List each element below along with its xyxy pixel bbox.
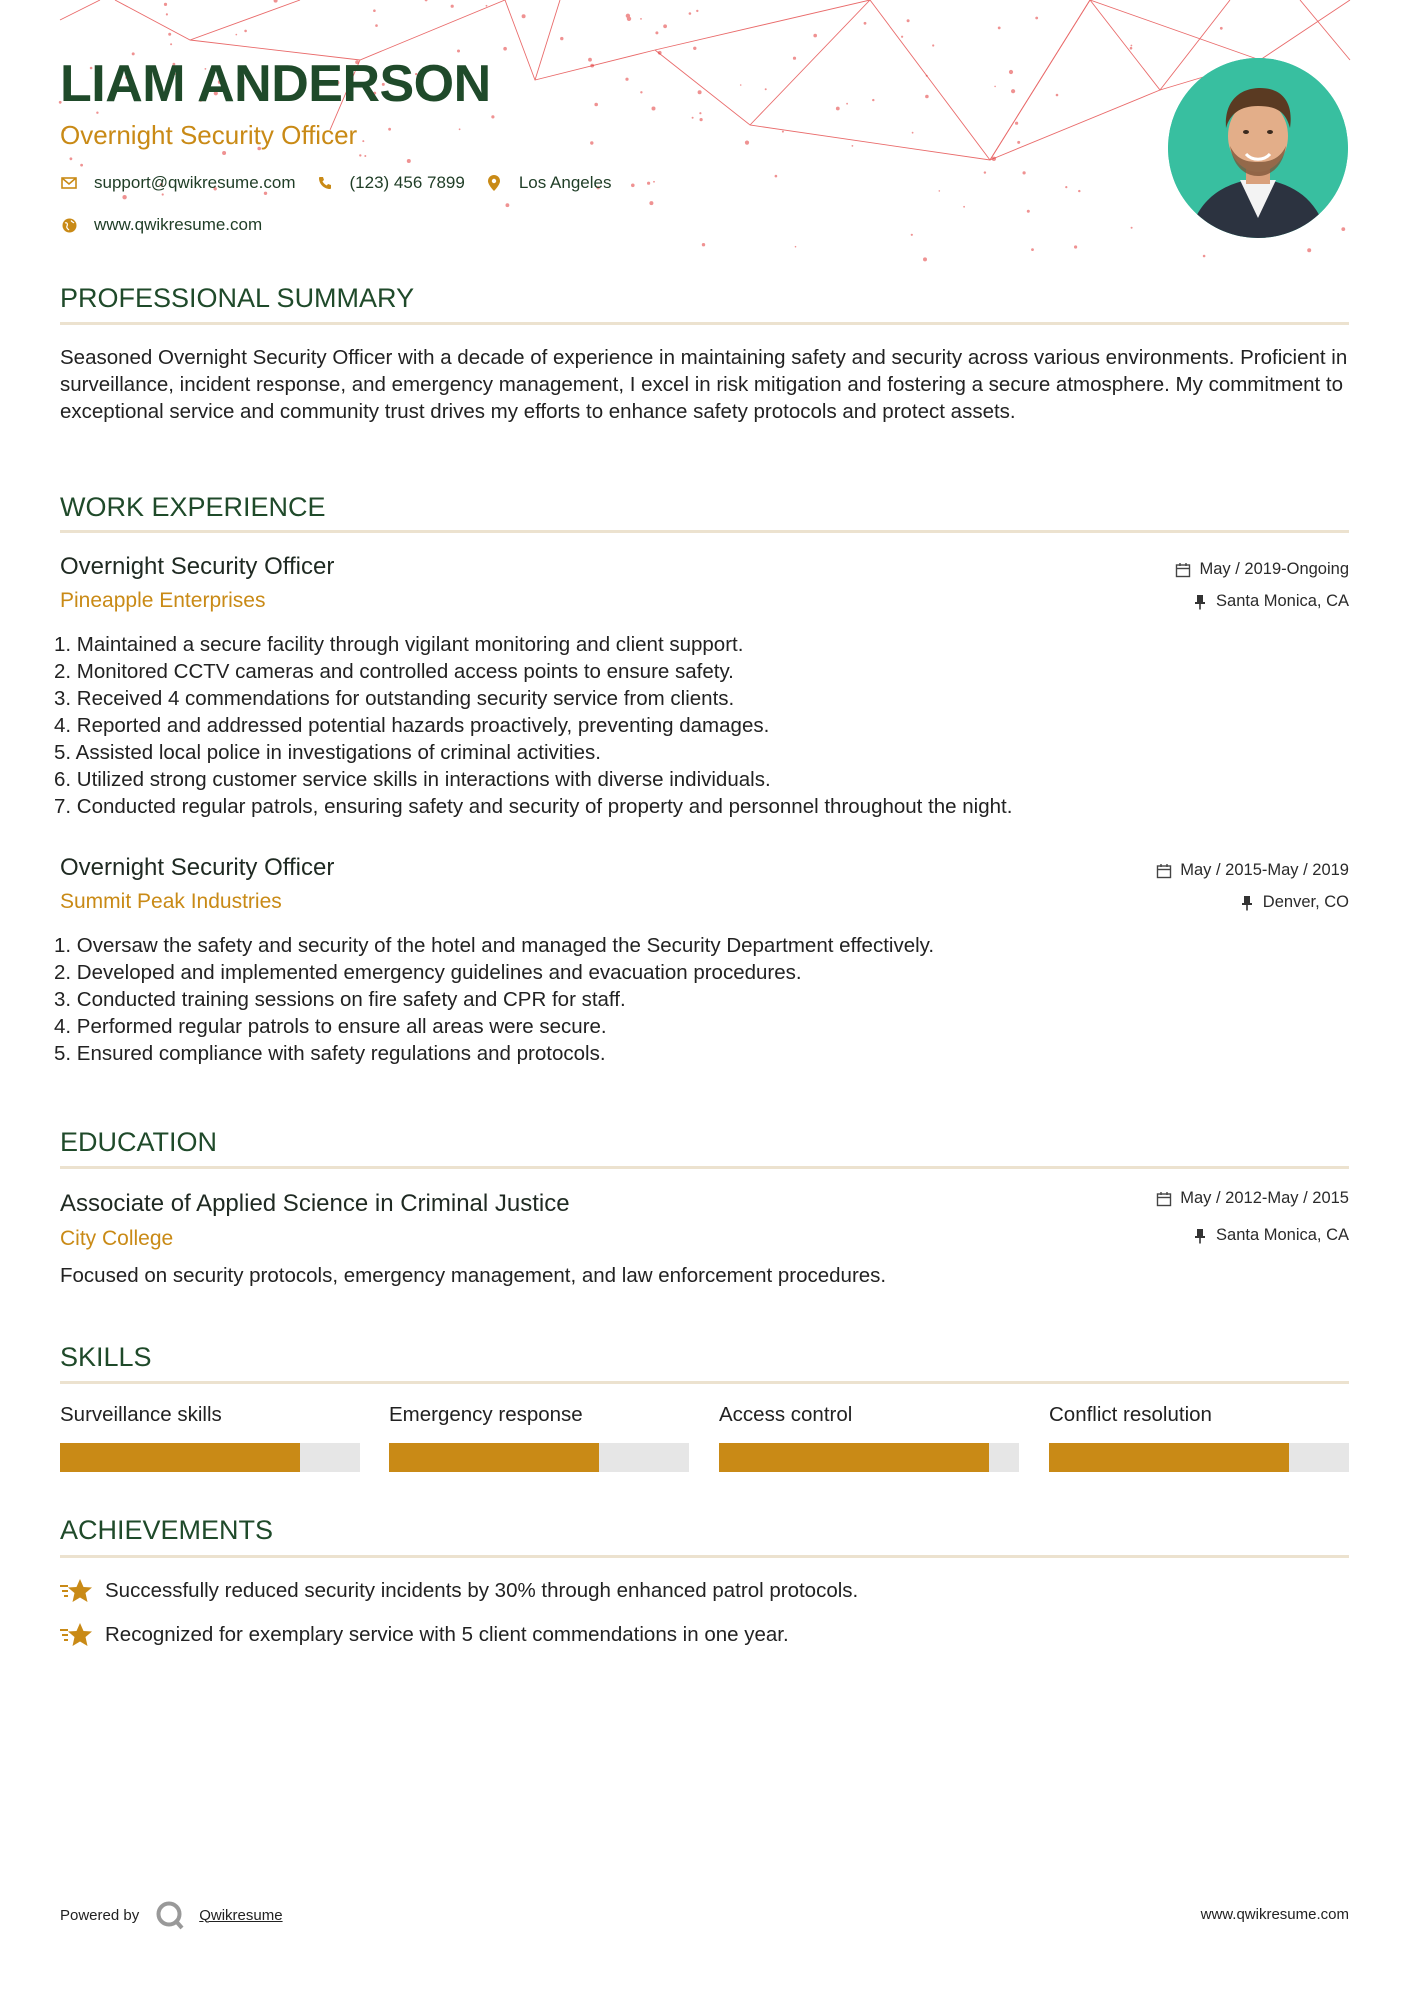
- skill-name: Conflict resolution: [1049, 1403, 1212, 1426]
- job-dates-text: May / 2019-Ongoing: [1199, 560, 1349, 578]
- candidate-name: LIAM ANDERSON: [60, 55, 491, 113]
- skills-divider: [60, 1381, 1349, 1384]
- contact-row-2: [60, 215, 282, 235]
- education-location: [1192, 1226, 1349, 1245]
- skill-bar-fill: [60, 1443, 300, 1472]
- skill-item: [60, 1403, 360, 1472]
- list-item: 2. Developed and implemented emergency guidelines and evacuation procedures.: [54, 961, 802, 984]
- list-item: 1. Oversaw the safety and security of the hotel and managed the Security Department effectively.: [54, 934, 935, 957]
- star-achievement-icon: [60, 1577, 92, 1605]
- achievements-heading: ACHIEVEMENTS: [60, 1515, 274, 1545]
- education-dates: [1156, 1189, 1349, 1208]
- skill-bar: [1049, 1443, 1349, 1472]
- map-pin-icon: [485, 174, 503, 192]
- phone-icon: [316, 174, 334, 192]
- job-bullets: [54, 932, 1344, 1067]
- job-location: [1239, 893, 1349, 912]
- experience-divider: [60, 530, 1349, 533]
- achievement-item: [60, 1577, 858, 1605]
- skill-bar: [389, 1443, 689, 1472]
- list-item: 2. Monitored CCTV cameras and controlled access points to ensure safety.: [54, 660, 734, 683]
- profile-photo: [1168, 58, 1348, 238]
- calendar-icon: [1156, 863, 1172, 879]
- pin-icon: [1239, 895, 1255, 911]
- job-dates: [1175, 560, 1349, 579]
- email-contact[interactable]: [60, 173, 296, 193]
- education-heading: EDUCATION: [60, 1127, 218, 1157]
- achievement-text: Recognized for exemplary service with 5 client commendations in one year.: [105, 1623, 789, 1646]
- list-item: 3. Received 4 commendations for outstanding security service from clients.: [54, 687, 735, 710]
- location-text: Los Angeles: [518, 173, 612, 192]
- job-company: Pineapple Enterprises: [60, 589, 266, 612]
- star-achievement-icon: [60, 1621, 92, 1649]
- school-name: City College: [60, 1227, 174, 1250]
- experience-heading: WORK EXPERIENCE: [60, 492, 326, 522]
- achievement-text: Successfully reduced security incidents by 30% through enhanced patrol protocols.: [105, 1579, 859, 1602]
- skills-heading: SKILLS: [60, 1342, 152, 1372]
- summary-heading: PROFESSIONAL SUMMARY: [60, 283, 415, 313]
- job-dates-text: May / 2015-May / 2019: [1180, 861, 1349, 879]
- qwikresume-link[interactable]: Qwikresume: [199, 1906, 283, 1924]
- contact-row-1: [60, 173, 631, 193]
- list-item: 6. Utilized strong customer service skills in interactions with diverse individuals.: [54, 768, 771, 791]
- list-item: 4. Reported and addressed potential hazards proactively, preventing damages.: [54, 714, 770, 737]
- job-location-text: Santa Monica, CA: [1216, 592, 1349, 610]
- skill-bar: [60, 1443, 360, 1472]
- calendar-icon: [1175, 562, 1191, 578]
- skill-item: [1049, 1403, 1349, 1472]
- phone-text: (123) 456 7899: [349, 173, 465, 192]
- education-description: Focused on security protocols, emergency management, and law enforcement procedures.: [60, 1264, 887, 1287]
- envelope-icon: [60, 174, 78, 192]
- pin-icon: [1192, 594, 1208, 610]
- skill-bar-fill: [1049, 1443, 1289, 1472]
- job-location-text: Denver, CO: [1262, 893, 1349, 911]
- education-divider: [60, 1166, 1349, 1169]
- list-item: 5. Assisted local police in investigations of criminal activities.: [54, 741, 601, 764]
- footer-powered-by: [60, 1900, 283, 1930]
- list-item: 5. Ensured compliance with safety regulations and protocols.: [54, 1042, 606, 1065]
- list-item: 4. Performed regular patrols to ensure all areas were secure.: [54, 1015, 607, 1038]
- skill-name: Access control: [719, 1403, 853, 1426]
- skill-bar-fill: [719, 1443, 989, 1472]
- job-title: Overnight Security Officer: [60, 553, 335, 580]
- degree-title: Associate of Applied Science in Criminal Justice: [60, 1190, 570, 1217]
- skill-name: Emergency response: [389, 1403, 583, 1426]
- job-title: Overnight Security Officer: [60, 854, 335, 881]
- email-text: support@qwikresume.com: [94, 173, 296, 192]
- list-item: 1. Maintained a secure facility through vigilant monitoring and client support.: [54, 633, 744, 656]
- achievements-divider: [60, 1555, 1349, 1558]
- skill-item: [719, 1403, 1019, 1472]
- location-contact: [485, 173, 612, 193]
- phone-contact[interactable]: [316, 173, 465, 193]
- pin-icon: [1192, 1228, 1208, 1244]
- job-company: Summit Peak Industries: [60, 890, 282, 913]
- list-item: 3. Conducted training sessions on fire safety and CPR for staff.: [54, 988, 626, 1011]
- website-contact[interactable]: [60, 215, 262, 235]
- education-dates-text: May / 2012-May / 2015: [1180, 1189, 1349, 1207]
- skill-name: Surveillance skills: [60, 1403, 222, 1426]
- website-text: www.qwikresume.com: [94, 215, 263, 234]
- skill-bar-fill: [389, 1443, 599, 1472]
- skill-bar: [719, 1443, 1019, 1472]
- calendar-icon: [1156, 1191, 1172, 1207]
- globe-icon: [60, 216, 78, 234]
- candidate-title: Overnight Security Officer: [60, 120, 358, 150]
- qwikresume-logo: [155, 1900, 185, 1930]
- powered-by-text: Powered by: [60, 1906, 140, 1924]
- summary-text: Seasoned Overnight Security Officer with a decade of experience in maintaining safety and security across various environments. Proficient in surveillance, incident response, and emergency management, I excel in risk mitigation and fostering a secure atmosphere. My commitment to exceptional service and community trust drives my efforts to enhance safety protocols and protect assets.: [60, 346, 1348, 423]
- job-bullets: [54, 631, 1344, 820]
- footer-website[interactable]: www.qwikresume.com: [1200, 1906, 1349, 1923]
- list-item: 7. Conducted regular patrols, ensuring safety and security of property and personnel throughout the night.: [54, 795, 1013, 818]
- job-dates: [1156, 861, 1349, 880]
- education-location-text: Santa Monica, CA: [1216, 1226, 1349, 1244]
- summary-divider: [60, 322, 1349, 325]
- achievement-item: [60, 1621, 789, 1649]
- job-location: [1192, 592, 1349, 611]
- skill-item: [389, 1403, 689, 1472]
